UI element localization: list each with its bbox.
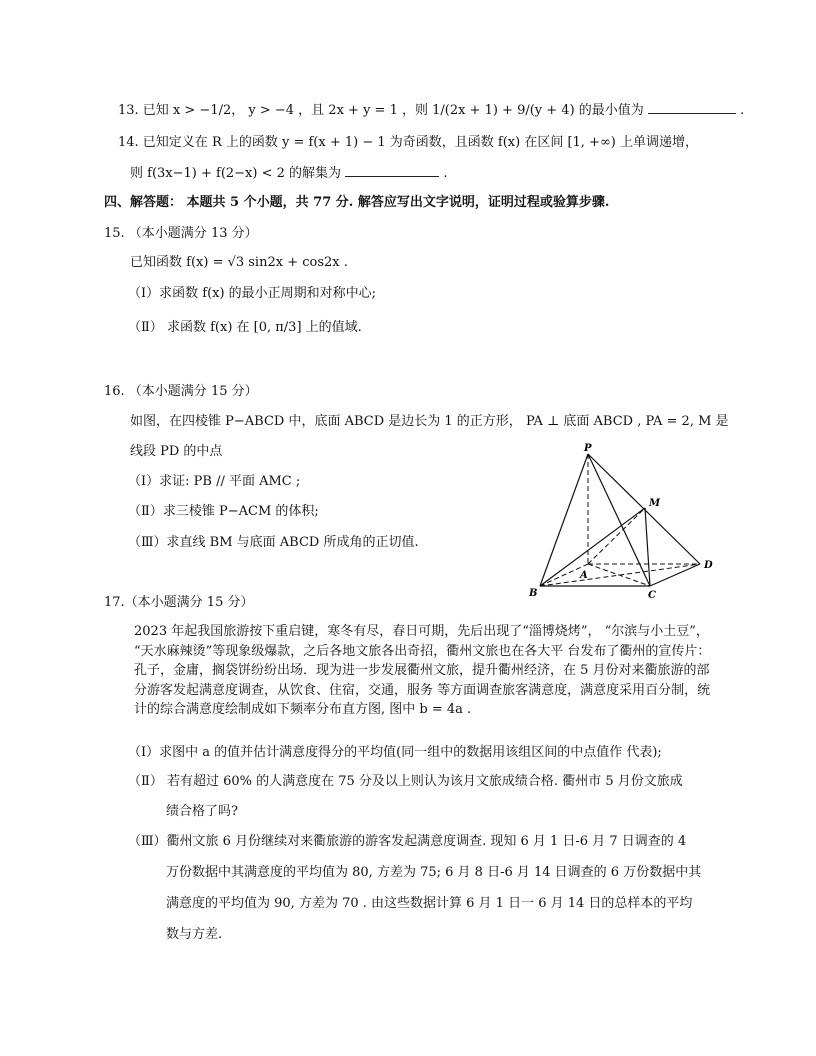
question-15-heading: 15. （本小题满分 13 分） — [104, 226, 258, 241]
answer-blank — [648, 100, 736, 114]
label-A: A — [580, 570, 588, 581]
question-17-heading: 17.（本小题满分 15 分） — [104, 595, 254, 610]
question-16-part3: （Ⅲ）求直线 BM 与底面 ABCD 所成角的正切值. — [128, 535, 419, 550]
label-D: D — [704, 560, 713, 571]
question-13-end: . — [740, 103, 745, 118]
question-16-part1: （Ⅰ）求证: PB // 平面 AMC ; — [128, 474, 301, 489]
question-17-part3-line4: 数与方差. — [166, 927, 223, 942]
question-15-given: 已知函数 f(x) = √3 sin2x + cos2x . — [130, 255, 348, 270]
question-14-text: 则 f(3x−1) + f(2−x) < 2 的解集为 — [130, 166, 342, 181]
question-14-line2 — [130, 163, 447, 183]
question-17-part3-line3: 满意度的平均值为 90, 方差为 70 . 由这些数据计算 6 月 1 日一 6 月 14 日的总样本的平均 — [166, 896, 693, 911]
question-15-part2: （Ⅱ） 求函数 f(x) 在 [0, π/3] 上的值域. — [128, 320, 362, 335]
pyramid-figure — [525, 440, 725, 600]
label-B: B — [529, 588, 538, 599]
question-14-line1: 14. 已知定义在 R 上的函数 y = f(x + 1) − 1 为奇函数，且函数 f(x) 在区间 [1, +∞) 上单调递增， — [118, 135, 698, 150]
label-C: C — [648, 590, 656, 600]
label-M: M — [649, 498, 661, 509]
question-13 — [118, 100, 744, 120]
question-16-line1: 如图，在四棱锥 P−ABCD 中，底面 ABCD 是边长为 1 的正方形， PA ⊥ 底面 ABCD , PA = 2, M 是 — [130, 414, 729, 429]
question-17-part2-line1: （Ⅱ） 若有超过 60% 的人满意度在 75 分及以上则认为该月文旅成绩合格. 衢州市 5 月份文旅成 — [128, 774, 683, 789]
question-17-intro: 2023 年起我国旅游按下重启键，寒冬有尽，春日可期，先后出现了“淄博烧烤”， “尔滨与小土豆”， “天水麻辣烫”等现象级爆款，之后各地文旅各出奇招，衢州文旅也在各大平 台发布了衢州的宣传片：孔子，金庸，搁袋饼纷纷出场．现为进一步发展衢州文旅，提升衢州经济，在 5 月份对来衢旅游的部分游客发起满意度调查，从饮食、住宿，交通，服务 等方面调查旅客满意度，满意度采用百分制，统计的综合满意度绘制成如下频率分布直方图, 图中 b = 4a . — [134, 624, 711, 717]
question-13-text: 13. 已知 x > −1/2， y > −4 ，且 2x + y = 1 ，则 1/(2x + 1) + 9/(y + 4) 的最小值为 — [118, 103, 644, 118]
question-17-part1: （Ⅰ）求图中 a 的值并估计满意度得分的平均值(同一组中的数据用该组区间的中点值作 代表); — [128, 745, 662, 760]
question-16-heading: 16. （本小题满分 15 分） — [104, 384, 258, 399]
question-16-line2: 线段 PD 的中点 — [130, 444, 223, 459]
question-17-part3-line1: （Ⅲ）衢州文旅 6 月份继续对来衢旅游的游客发起满意度调查. 现知 6 月 1 日-6 月 7 日调查的 4 — [128, 834, 687, 849]
label-P: P — [584, 443, 592, 454]
question-17-part2-line2: 绩合格了吗? — [166, 804, 238, 819]
section-heading: 四、解答题： 本题共 5 个小题，共 77 分. 解答应写出文字说明，证明过程或验算步骤. — [104, 195, 610, 210]
question-17-part3-line2: 万份数据中其满意度的平均值为 80, 方差为 75; 6 月 8 日-6 月 14 日调查的 6 万份数据中其 — [166, 865, 702, 880]
question-15-part1: （Ⅰ）求函数 f(x) 的最小正周期和对称中心; — [128, 286, 377, 301]
question-16-part2: （Ⅱ）求三棱锥 P−ACM 的体积; — [128, 504, 319, 519]
question-14-end: . — [443, 166, 448, 181]
answer-blank — [345, 163, 439, 177]
